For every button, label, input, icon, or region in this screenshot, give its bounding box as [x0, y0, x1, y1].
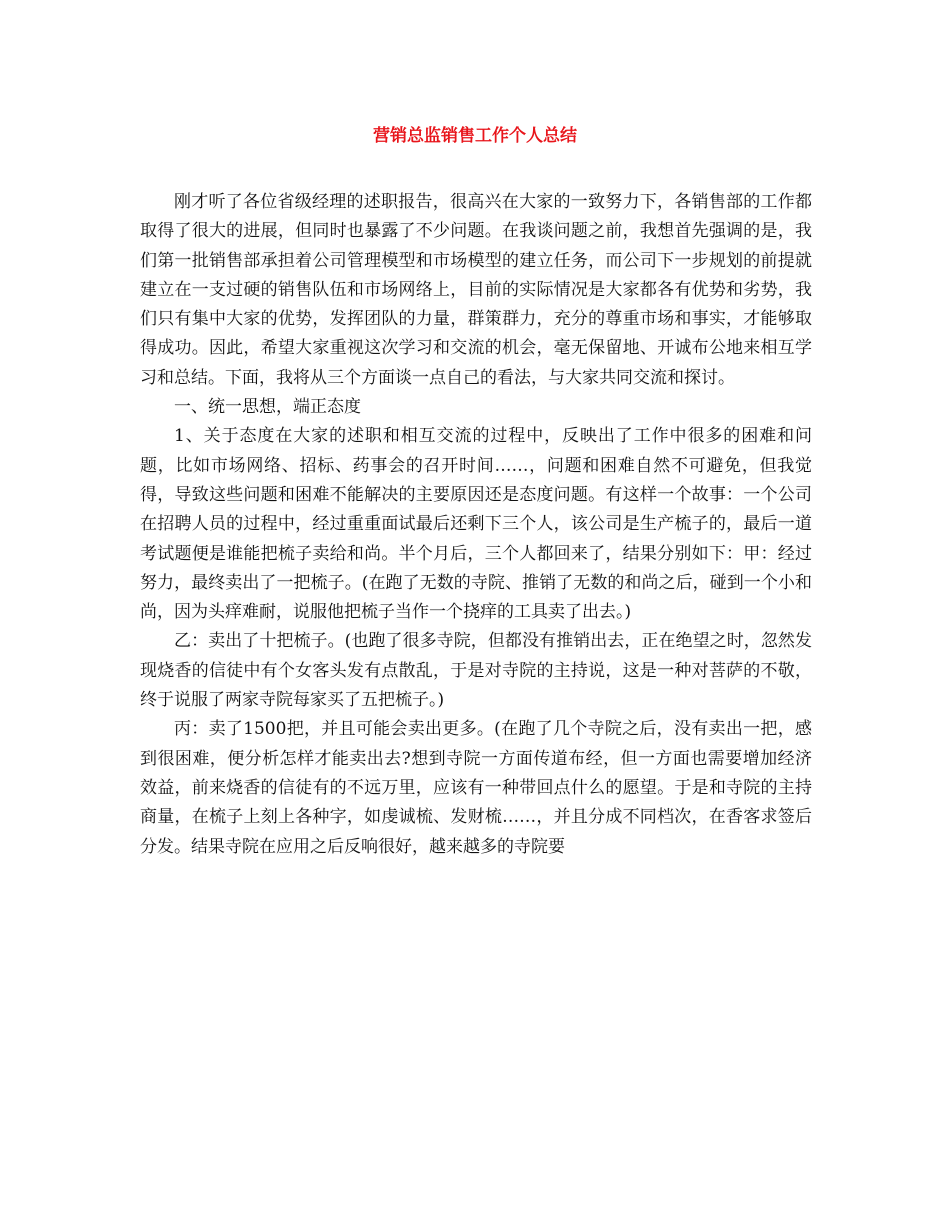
paragraph-intro: 刚才听了各位省级经理的述职报告，很高兴在大家的一致努力下，各销售部的工作都取得了很大的进展，但同时也暴露了不少问题。在我谈问题之前，我想首先强调的是，我们第一批销售部承担着公司管理模型和市场模型的建立任务，而公司下一步规划的前提就建立在一支过硬的销售队伍和市场网络上，目前的实际情况是大家都各有优势和劣势，我们只有集中大家的优势，发挥团队的力量，群策群力，充分的尊重市场和事实，才能够取得成功。因此，希望大家重视这次学习和交流的机会，毫无保留地、开诚布公地来相互学习和总结。下面，我将从三个方面谈一点自己的看法，与大家共同交流和探讨。	[140, 192, 812, 388]
document-body	[140, 188, 812, 862]
paragraph-yi: 乙：卖出了十把梳子。(也跑了很多寺院，但都没有推销出去，正在绝望之时，忽然发现烧香的信徒中有个女客头发有点散乱，于是对寺院的主持说，这是一种对菩萨的不敬，终于说服了两家寺院每家买了五把梳子。)	[140, 631, 812, 711]
document-title: 营销总监销售工作个人总结	[373, 126, 577, 146]
paragraph-bing: 丙：卖了1500把，并且可能会卖出更多。(在跑了几个寺院之后，没有卖出一把，感到很困难，便分析怎样才能卖出去?想到寺院一方面传道布经，但一方面也需要增加经济效益，前来烧香的信徒有的不远万里，应该有一种带回点什么的愿望。于是和寺院的主持商量，在梳子上刻上各种字，如虔诚梳、发财梳……，并且分成不同档次，在香客求签后分发。结果寺院在应用之后反响很好，越来越多的寺院要	[140, 719, 812, 857]
section-heading: 一、统一思想，端正态度	[174, 397, 361, 418]
paragraph-attitude: 1、关于态度在大家的述职和相互交流的过程中，反映出了工作中很多的困难和问题，比如市场网络、招标、药事会的召开时间……，问题和困难自然不可避免，但我觉得，导致这些问题和困难不能解决的主要原因还是态度问题。有这样一个故事：一个公司在招聘人员的过程中，经过重重面试最后还剩下三个人，该公司是生产梳子的，最后一道考试题便是谁能把梳子卖给和尚。半个月后，三个人都回来了，结果分别如下：甲：经过努力，最终卖出了一把梳子。(在跑了无数的寺院、推销了无数的和尚之后，碰到一个小和尚，因为头痒难耐，说服他把梳子当作一个挠痒的工具卖了出去。)	[140, 426, 812, 623]
